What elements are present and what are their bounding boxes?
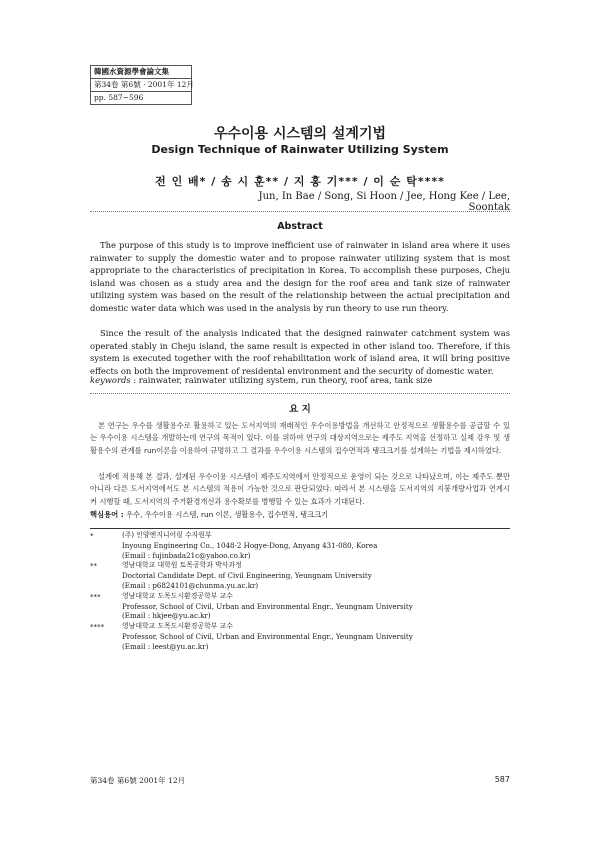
footnote-affiliation-ko: 영남대학교 도목도시환경공학부 교수 [122, 591, 233, 600]
journal-pages: pp. 587~596 [94, 93, 144, 102]
footnote-mark: **** [90, 622, 105, 632]
footnote-4 [90, 622, 510, 651]
footnote-affiliation-en: Professor, School of Civil, Urban and Environmental Engr., Yeungnam University [122, 601, 413, 611]
keywords-label: keywords [90, 375, 131, 385]
summary-paragraph-2: 설계에 적용해 본 결과, 설계된 우수이용 시스템이 제주도지역에서 안정적으로 운영이 되는 것으로 나타났으며, 이는 제주도 뿐만 아니라 다른 도서지역에서도 본 시스템의 적용이 가능한 것으로 판단되었다. 따라서 본 시스템을 도서지역의 지붕개량사업과 연계시켜 시행할 때, 도서지역의 주거환경개선과 용수확보를 병행할 수 있는 효과가 기대된다. [90, 472, 510, 506]
abstract-paragraph-1: The purpose of this study is to improve inefficient use of rainwater in island area where it uses rainwater to supply the domestic water and to propose rainwater utilizing system that is most appropriate to the characteristics of precipitation in Korea. To accomplish these purposes, Cheju island was chosen as a study area and the design for the roof area and tank size of rainwater utilizing system was based on the result of the relationship between the actual precipitation and domestic water data which was used in the analysis by run theory to use run theory. [90, 240, 510, 313]
title-korean: 우수이용 시스템의 설계기법 [213, 126, 387, 142]
footnote-mark: * [90, 531, 94, 540]
footnote-email: (Email : leest@yu.ac.kr) [122, 641, 209, 651]
title-english: Design Technique of Rainwater Utilizing System [151, 143, 449, 156]
footnote-affiliation-ko: 영남대학교 대학원 토목공학과 박사과정 [122, 561, 242, 570]
divider-top [90, 211, 510, 212]
footnote-3 [90, 592, 510, 621]
footnotes [90, 531, 510, 653]
summary-keywords-text: 우수, 우수이용 시스템, run 이론, 생활용수, 집수면적, 탱크크기 [125, 510, 329, 519]
footnote-affiliation-en: Doctorial Candidate Dept. of Civil Engineering, Yeungnam University [122, 571, 372, 581]
footnote-rule [90, 528, 510, 529]
journal-info-box [90, 65, 192, 105]
footnote-affiliation-ko: 영남대학교 도목도시환경공학부 교수 [122, 622, 233, 631]
footnote-mark: *** [90, 591, 101, 601]
footnote-email: (Email : fujinbada21c@yahoo.co.kr) [122, 550, 251, 560]
footnote-affiliation-ko: (주) 인양엔지니어링 수자원부 [122, 531, 212, 539]
footnote-2 [90, 561, 510, 590]
journal-volume: 第34卷 第6號 · 2001年 12月 [91, 79, 191, 92]
abstract-paragraph-2: Since the result of the analysis indicated that the designed rainwater catchment system was operated stably in Cheju island, the same result is expected in other island too. Therefore, if this system is executed together with the roof rehabilitation work of island area, it will bring positive effects on both the improvement of residental environment and the security of domestic water. [90, 328, 510, 376]
abstract-keywords [90, 374, 510, 387]
keywords-text: : rainwater, rainwater utilizing system, run theory, roof area, tank size [133, 375, 433, 385]
footnote-mark: ** [90, 561, 98, 571]
footnote-email: (Email : hkjee@yu.ac.kr) [122, 611, 211, 621]
summary-heading: 요 지 [289, 404, 311, 415]
journal-name: 韓國水資源學會論文集 [91, 66, 191, 79]
page-footer [90, 775, 510, 786]
footnote-affiliation-en: Professor, School of Civil, Urban and Environmental Engr., Yeungnam University [122, 631, 413, 641]
summary-keywords-label: 핵심용어 : [90, 510, 124, 519]
footer-issue: 第34卷 第6號 2001年 12月 [90, 776, 186, 785]
divider-middle [90, 393, 510, 394]
footnote-email: (Email : p6824101@chunma.yu.ac.kr) [122, 580, 259, 590]
footnote-affiliation-en: Inyoung Engineering Co., 1048-2 Hogye-Dong, Anyang 431-080, Korea [122, 540, 378, 550]
page-number: 587 [494, 775, 510, 784]
summary-paragraph-1: 본 연구는 우수를 생활용수로 활용하고 있는 도서지역의 재래적인 우수이용방법을 개선하고 안정적으로 생활용수를 공급할 수 있는 우수이용 시스템을 개발하는데 연구의 목적이 있다. 이를 위하여 연구의 대상지역으로는 제주도 지역을 선정하고 실제 강우 및 생활용수의 관계를 run이론을 이용하여 규명하고 그 결과를 우수이용 시스템의 집수면적과 탱크크기를 설계하는 기법을 제시하였다. [90, 421, 510, 455]
summary-keywords [90, 509, 510, 521]
abstract-heading: Abstract [277, 221, 323, 232]
footnote-1 [90, 531, 510, 560]
authors-korean: 전 인 배* / 송 시 훈** / 지 홍 기*** / 이 순 탁**** [155, 175, 445, 188]
authors-english: Jun, In Bae / Song, Si Hoon / Jee, Hong Kee / Lee, Soontak [258, 191, 510, 213]
